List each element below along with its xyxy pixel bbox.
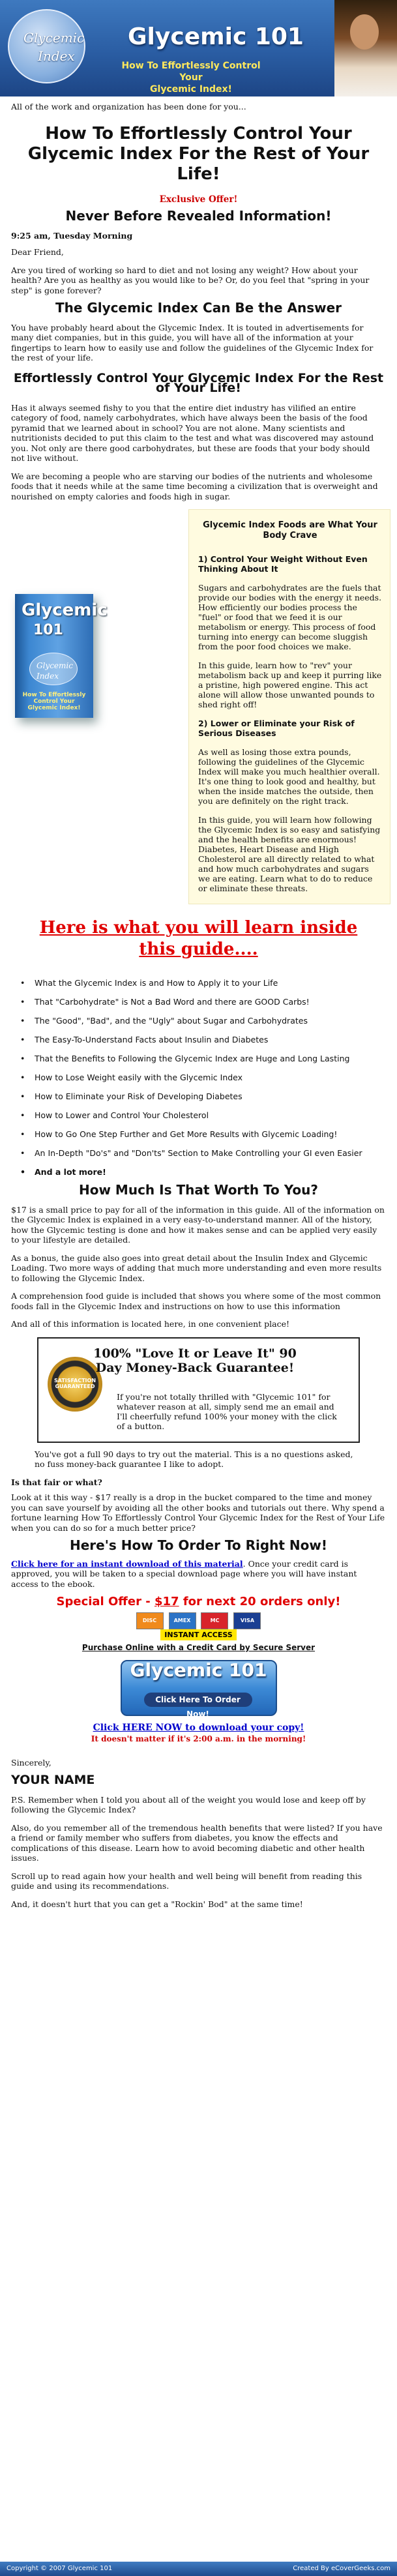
learn-list-item: • And a lot more!	[20, 1166, 386, 1177]
guarantee-title: 100% "Love It or Leave It" 90 Day Money-Back Guarantee!	[93, 1346, 297, 1375]
sidebar-paragraph-2: In this guide, learn how to "rev" your metabolism back up and keep it purring like a pristine, high powered engine. This act alone will allow those unwanted pounds to shed right off!	[198, 660, 382, 709]
learn-list-item: • An In-Depth "Do's" and "Don'ts" Section to Make Controlling your GI even Easier	[20, 1147, 386, 1159]
guarantee-period: You've got a full 90 days to try out the material. This is a no questions asked, no fuss money-back guarantee I like to adopt.	[35, 1449, 353, 1469]
sub-headline: Never Before Revealed Information!	[65, 208, 332, 224]
footer-bar	[0, 2562, 397, 2576]
header-photo	[334, 0, 397, 96]
order-button-title: Glycemic 101	[130, 1659, 267, 1681]
paragraph-9: Look at it this way - $17 really is a drop in the bucket compared to the time and money you can save yourself by avoiding all the other books and tutorials out there. Why spend a fortune learning How To Effortlessly Control Your Glycemic Index for the Rest of Your Life when you can do so for a much better price?	[11, 1492, 385, 1533]
paragraph-4: We are becoming a people who are starving our bodies of the nutrients and wholesome foods that it needs while at the same time becoming a civilization that is overweight and nourished on empty calories and foods high in sugar.	[11, 471, 378, 501]
order-text: . Once your credit card is approved, you will be taken to a special download page where you will have instant access to the ebook.	[11, 1558, 357, 1589]
worth-heading: How Much Is That Worth To You?	[79, 1182, 318, 1198]
paragraph-5: $17 is a small price to pay for all of the information in this guide. All of the information on the Glycemic Index is explained in a very easy-to-understand manner. All of the history, how the Glycemic testing is done and how it makes sense and can be applied very easily to your lifestyle are detailed.	[11, 1204, 385, 1245]
sidebar-paragraph-4: In this guide, you will learn how following the Glycemic Index is so easy and satisfying and the health benefits are enormous! Diabetes, Heart Disease and High Cholesterol are all directly related to what and how much carbohydrates and sugars we are eating. Learn what to do to reduce or eliminate these threats.	[198, 815, 381, 893]
learn-list-item: • That "Carbohydrate" is Not a Bad Word and there are GOOD Carbs!	[20, 996, 386, 1007]
intro-text: All of the work and organization has been done for you...	[11, 102, 246, 111]
header-title: Glycemic 101	[128, 23, 304, 50]
payment-cards	[11, 1612, 386, 1641]
seal-text: SATISFACTION GUARANTEED	[53, 1377, 96, 1389]
ps-paragraph-1: P.S. Remember when I told you about all of the weight you would lose and keep off by following the Glycemic Index?	[11, 1794, 366, 1814]
book-logo: Glycemic Index	[29, 653, 78, 685]
learn-list-item: • That the Benefits to Following the Glycemic Index are Huge and Long Lasting	[20, 1053, 386, 1064]
logo-line1: Glycemic	[23, 30, 85, 46]
download-copy-link[interactable]: Click HERE NOW to download your copy!	[93, 1722, 304, 1733]
benefits-sidebar	[188, 509, 390, 904]
ps-paragraph-4: And, it doesn't hurt that you can get a "Rockin' Bod" at the same time!	[11, 1899, 303, 1909]
sidebar-paragraph-1: Sugars and carbohydrates are the fuels that provide our bodies with the energy it needs. How efficiently our bodies process the "fuel" or food that we feed it is our metabolism or energy. This process of food turning into energy can become sluggish from the poor food choices we make.	[198, 583, 382, 651]
order-paragraph	[11, 1559, 386, 1590]
dateline: 9:25 am, Tuesday Morning	[11, 230, 133, 241]
paragraph-8: And all of this information is located here, in one convenient place!	[11, 1319, 290, 1329]
paragraph-1: Are you tired of working so hard to diet and not losing any weight? How about your health? Are you as healthy as you would like to be? Or, do you feel that "spring in your step" is gone forever?	[11, 265, 370, 295]
section-heading-answer: The Glycemic Index Can Be the Answer	[55, 300, 342, 316]
visa-card-icon: VISA	[233, 1612, 261, 1629]
instant-download-link[interactable]: Click here for an instant download of this material	[11, 1558, 243, 1569]
learn-list-item: • How to Lose Weight easily with the Glycemic Index	[20, 1072, 386, 1083]
guarantee-box	[37, 1337, 360, 1443]
header-subtitle-line1: How To Effortlessly Control Your	[121, 61, 261, 83]
sidebar-paragraph-3: As well as losing those extra pounds, following the guidelines of the Glycemic Index will make you much healthier overall. It's one thing to look good and healthy, but when the inside matches the outside, then you are definitely on the right track.	[198, 747, 380, 806]
anytime-note: It doesn't matter if it's 2:00 a.m. in the morning!	[91, 1734, 306, 1743]
special-price: $17	[154, 1595, 179, 1608]
main-content	[0, 102, 397, 1909]
learn-list-item: • How to Eliminate your Risk of Developing Diabetes	[20, 1091, 386, 1102]
glycemic-index-logo	[8, 9, 85, 83]
benefits-section	[11, 509, 386, 904]
learn-list	[11, 977, 386, 1177]
learn-list-item: • How to Go One Step Further and Get More Results with Glycemic Loading!	[20, 1129, 386, 1140]
footer-copyright: Copyright © 2007 Glycemic 101	[7, 2565, 113, 2572]
guarantee-text: If you're not totally thrilled with "Glycemic 101" for whatever reason at all, simply send me an email and I'll cheerfully refund 100% your money with the click of a button.	[117, 1391, 337, 1431]
ps-paragraph-3: Scroll up to read again how your health and well being will benefit from reading this guide and using its recommendations.	[11, 1871, 362, 1891]
mastercard-icon: MC	[201, 1612, 228, 1629]
footer-credit: Created By eCoverGeeks.com	[293, 2565, 390, 2572]
sidebar-heading-1: 1) Control Your Weight Without Even Thinking About It	[198, 554, 368, 574]
logo-line2: Index	[38, 48, 75, 64]
page-headline: How To Effortlessly Control Your Glycemic Index For the Rest of Your Life!	[27, 123, 370, 184]
amex-card-icon: AMEX	[169, 1612, 196, 1629]
paragraph-6: As a bonus, the guide also goes into great detail about the Insulin Index and Glycemic Loading. Two more ways of adding that much more understanding and even more results to following the Glycemic Index.	[11, 1252, 382, 1283]
exclusive-offer: Exclusive Offer!	[159, 194, 238, 205]
sign-off: Sincerely,	[11, 1757, 51, 1768]
ps-paragraph-2: Also, do you remember all of the tremendous health benefits that were listed? If you have a friend or family member who suffers from diabetes, you know the effects and complications of this disease. Learn how to avoid becoming diabetic and other health issues.	[11, 1822, 383, 1863]
order-heading: Here's How To Order To Right Now!	[70, 1537, 327, 1553]
author-name: YOUR NAME	[11, 1773, 95, 1787]
header-subtitle	[110, 60, 272, 95]
paragraph-7: A comprehension food guide is included that shows you where some of the most common foods fall in the Glycemic Index and instructions on how to use this information	[11, 1291, 381, 1311]
learn-list-item: • The "Good", "Bad", and the "Ugly" about Sugar and Carbohydrates	[20, 1015, 386, 1026]
learn-heading: Here is what you will learn inside this guide....	[39, 918, 358, 959]
instant-access-badge: INSTANT ACCESS	[160, 1629, 236, 1641]
secure-purchase-text: Purchase Online with a Credit Card by Secure Server	[81, 1643, 316, 1652]
ebook-cover-image	[15, 594, 108, 718]
paragraph-2: You have probably heard about the Glycemic Index. It is touted in advertisements for many diet companies, but in this guide, you will have all of the information at your fingertips to learn how to easily use and follow the guidelines of the Glycemic Index for the rest of your life.	[11, 322, 374, 363]
fair-question: Is that fair or what?	[11, 1477, 102, 1487]
book-title: Glycemic	[22, 600, 108, 620]
order-button-label: Click Here To Order Now!	[144, 1693, 252, 1707]
learn-list-item: • How to Lower and Control Your Cholesterol	[20, 1110, 386, 1121]
special-offer	[11, 1597, 386, 1607]
learn-list-item: • The Easy-To-Understand Facts about Insulin and Diabetes	[20, 1034, 386, 1045]
special-prefix: Special Offer -	[56, 1595, 154, 1608]
header-subtitle-line2: Glycemic Index!	[150, 84, 232, 95]
sidebar-heading-2: 2) Lower or Eliminate your Risk of Serious Diseases	[198, 718, 355, 738]
book-subtitle: How To Effortlessly Control Your Glycemic Index!	[22, 692, 86, 711]
order-now-button[interactable]	[121, 1659, 277, 1719]
section-heading-effortless: Effortlessly Control Your Glycemic Index For the Rest of Your Life!	[13, 370, 384, 395]
download-link-row	[11, 1723, 386, 1734]
special-suffix: for next 20 orders only!	[179, 1595, 341, 1608]
sidebar-title: Glycemic Index Foods are What Your Body Crave	[203, 520, 377, 540]
discover-card-icon: DISC	[136, 1612, 164, 1629]
paragraph-3: Has it always seemed fishy to you that the entire diet industry has vilified an entire category of food, namely carbohydrates, which have always been the basis of the food pyramid that we learned about in school? You are not alone. Many scientists and nutritionists decided to put this claim to the test and what was discovered may astound you. Not only are there good carbohydrates, but these are foods that your body should not live without.	[11, 402, 374, 463]
book-number: 101	[33, 622, 63, 638]
header-banner	[0, 0, 397, 96]
salutation: Dear Friend,	[11, 247, 64, 257]
learn-list-item: • What the Glycemic Index is and How to Apply it to your Life	[20, 977, 386, 988]
